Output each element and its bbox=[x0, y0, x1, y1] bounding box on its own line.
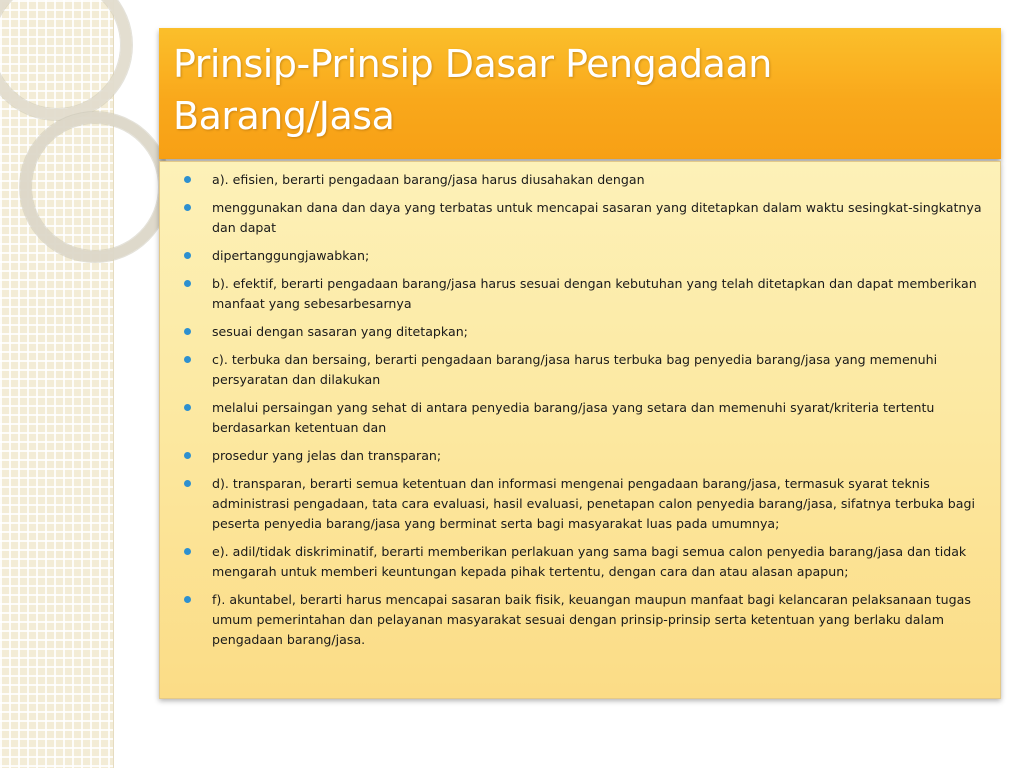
bullet-item bbox=[180, 274, 986, 314]
bullet-dot-icon bbox=[184, 204, 191, 211]
bullet-text: dipertanggungjawabkan; bbox=[212, 248, 370, 263]
bullet-dot-icon bbox=[184, 548, 191, 555]
bullet-item bbox=[180, 446, 986, 466]
bullet-item bbox=[180, 246, 986, 266]
bullet-text: sesuai dengan sasaran yang ditetapkan; bbox=[212, 324, 468, 339]
bullet-text: d). transparan, berarti semua ketentuan dan informasi mengenai pengadaan barang/jasa, termasuk syarat teknis administrasi pengadaan, tata cara evaluasi, hasil evaluasi, penetapan calon penyedia barang/jasa, sifatnya terbuka bagi peserta penyedia barang/jasa yang berminat serta bagi masyarakat luas pada umumnya; bbox=[212, 476, 976, 531]
bullet-dot-icon bbox=[184, 596, 191, 603]
bullet-text: a). efisien, berarti pengadaan barang/jasa harus diusahakan dengan bbox=[212, 172, 645, 187]
bullet-item bbox=[180, 398, 986, 438]
bullet-text: f). akuntabel, berarti harus mencapai sasaran baik fisik, keuangan maupun manfaat bagi kelancaran pelaksanaan tugas umum pemerintahan dan pelayanan masyarakat sesuai dengan prinsip-prinsip serta ketentuan yang berlaku dalam pengadaan barang/jasa. bbox=[212, 592, 971, 647]
slide-title bbox=[173, 38, 985, 142]
bullet-text: e). adil/tidak diskriminatif, berarti memberikan perlakuan yang sama bagi semua calon penyedia barang/jasa dan tidak mengarah untuk memberi keuntungan kepada pihak tertentu, dengan cara dan atau alasan apapun; bbox=[212, 544, 967, 579]
bullet-item bbox=[180, 542, 986, 582]
bullet-text: b). efektif, berarti pengadaan barang/jasa harus sesuai dengan kebutuhan yang telah ditetapkan dan dapat memberikan manfaat yang sebesarbesarnya bbox=[212, 276, 977, 311]
bullet-item bbox=[180, 590, 986, 650]
bullet-dot-icon bbox=[184, 480, 191, 487]
bullet-item bbox=[180, 474, 986, 534]
bullet-text: menggunakan dana dan daya yang terbatas untuk mencapai sasaran yang ditetapkan dalam waktu sesingkat-singkatnya dan dapat bbox=[212, 200, 982, 235]
bullet-dot-icon bbox=[184, 328, 191, 335]
content-box bbox=[159, 161, 1001, 699]
bullet-dot-icon bbox=[184, 280, 191, 287]
bullet-dot-icon bbox=[184, 176, 191, 183]
bullet-item bbox=[180, 322, 986, 342]
bullet-dot-icon bbox=[184, 452, 191, 459]
slide-title-line-2: Barang/Jasa bbox=[173, 94, 395, 138]
bullet-item bbox=[180, 350, 986, 390]
bullet-dot-icon bbox=[184, 404, 191, 411]
bullet-item bbox=[180, 170, 986, 190]
bullet-text: prosedur yang jelas dan transparan; bbox=[212, 448, 442, 463]
bullet-text: c). terbuka dan bersaing, berarti pengadaan barang/jasa harus terbuka bag penyedia barang/jasa yang memenuhi persyaratan dan dilakukan bbox=[212, 352, 938, 387]
bullet-text: melalui persaingan yang sehat di antara penyedia barang/jasa yang setara dan memenuhi syarat/kriteria tertentu berdasarkan ketentuan dan bbox=[212, 400, 935, 435]
decorative-ring-middle bbox=[20, 112, 170, 262]
bullet-list bbox=[180, 170, 986, 650]
bullet-dot-icon bbox=[184, 356, 191, 363]
title-banner bbox=[159, 28, 1001, 159]
bullet-dot-icon bbox=[184, 252, 191, 259]
bullet-item bbox=[180, 198, 986, 238]
slide-title-line-1: Prinsip-Prinsip Dasar Pengadaan bbox=[173, 42, 772, 86]
